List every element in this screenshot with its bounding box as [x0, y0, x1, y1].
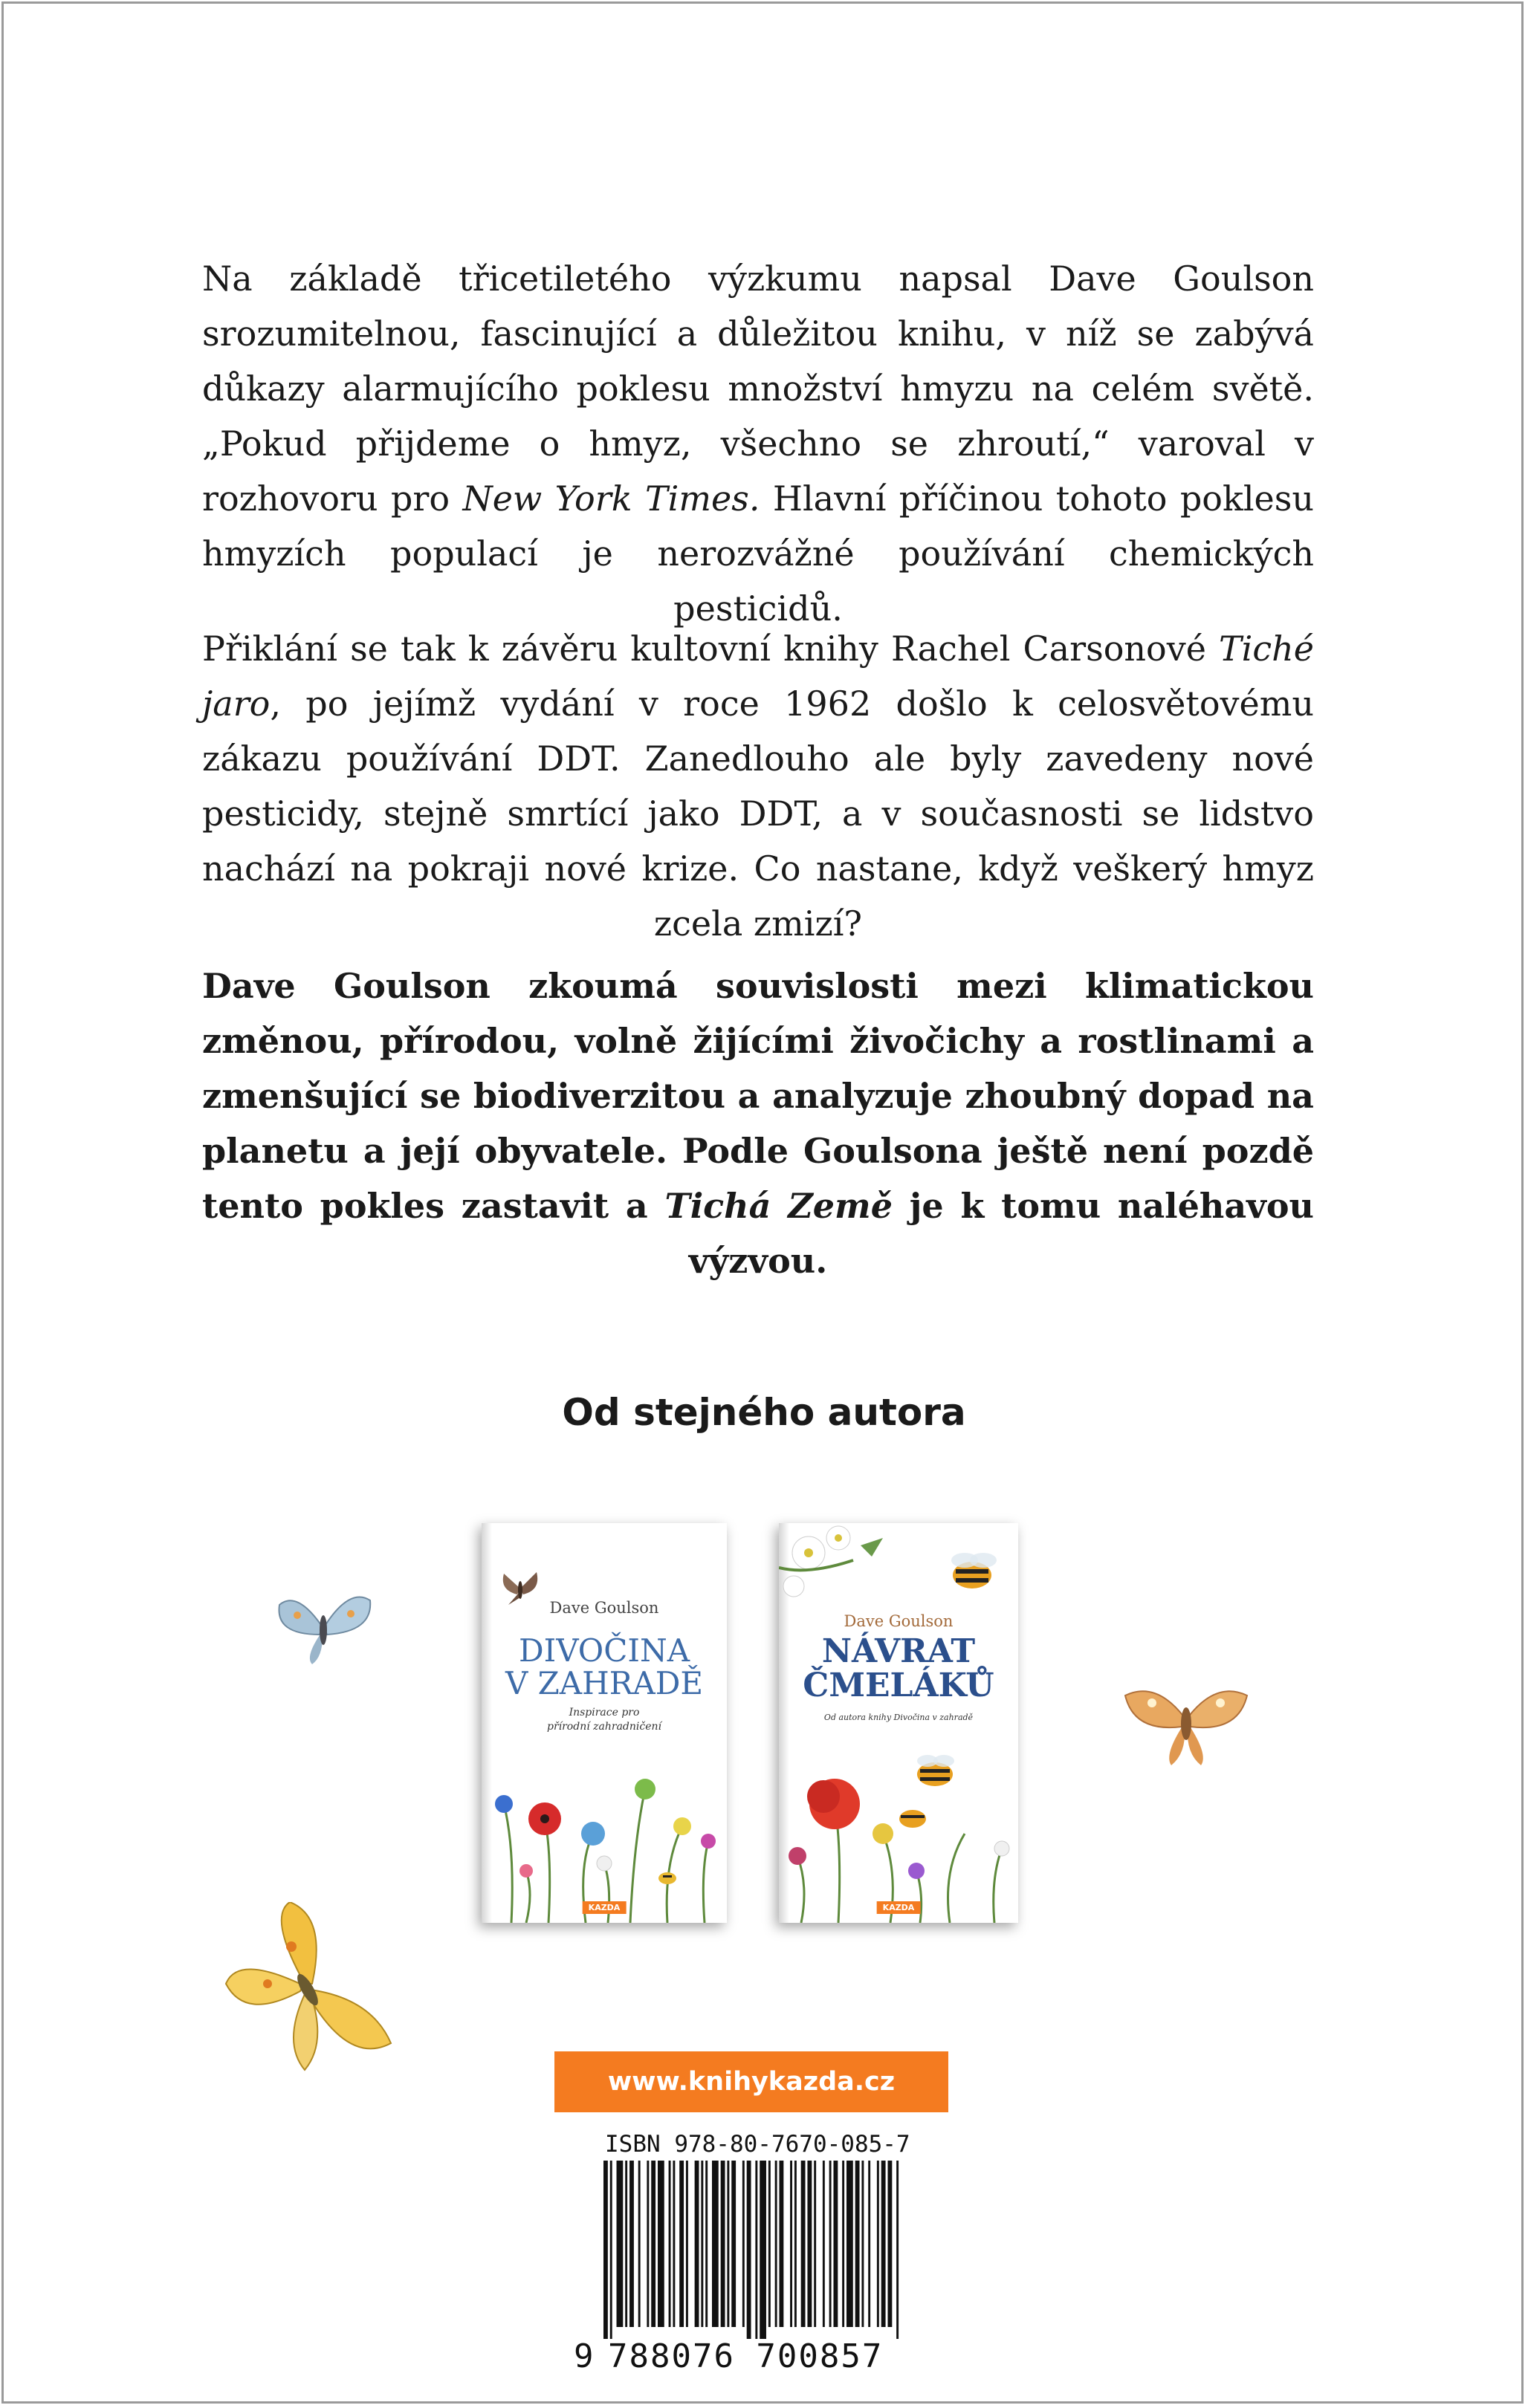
barcode-bar [814, 2161, 816, 2327]
barcode-bar [790, 2161, 792, 2327]
barcode-bar [651, 2161, 655, 2327]
publisher-logo: KAZDA [877, 1901, 921, 1914]
barcode-bar [686, 2161, 688, 2327]
barcode-bar [679, 2161, 684, 2327]
barcode-bar [846, 2161, 853, 2327]
barcode-bar [603, 2161, 608, 2339]
barcode-digits: 788076 700857 [608, 2337, 884, 2375]
barcode-bar [881, 2161, 886, 2327]
barcode-bar [669, 2161, 671, 2327]
barcode-bar [755, 2161, 757, 2339]
barcode-bar [877, 2161, 879, 2327]
barcode-bar [731, 2161, 736, 2327]
book-title-line: NÁVRAT [821, 1632, 976, 1670]
barcode-bar [842, 2161, 844, 2327]
barcode-bar [768, 2161, 771, 2327]
barcode-bar [695, 2161, 699, 2327]
barcode-first-digit: 9 [574, 2337, 594, 2375]
book-author: Dave Goulson [844, 1612, 954, 1630]
barcode-bar [617, 2161, 624, 2327]
isbn-label: ISBN 978-80-7670-085-7 [605, 2131, 910, 2158]
book-subtitle-line: Od autora knihy Divočina v zahradě [823, 1713, 974, 1722]
section-heading: Od stejného autora [562, 1391, 966, 1434]
barcode-bar [868, 2161, 870, 2327]
barcode-bar [705, 2161, 708, 2327]
barcode-bar [887, 2161, 892, 2327]
barcode-bar [638, 2161, 641, 2327]
flowers-top-illustration [779, 1523, 1018, 1605]
barcode-bar [829, 2161, 832, 2327]
barcode-bar [775, 2161, 777, 2327]
barcode-bar [742, 2161, 745, 2327]
barcode-bar [673, 2161, 675, 2327]
barcode-bar [747, 2161, 751, 2339]
barcode-bar [760, 2161, 766, 2339]
blurb-paragraph-2: Přiklání se tak k závěru kultovní knihy Rachel Carsonové Tiché jaro, po jejímž vydání v roce 1962 došlo k celosvětovému zákazu používání DDT. Zanedlouho ale byly zavedeny nové pesticidy, stejně smrtící jako DDT, a v současnosti se lidstvo nachází na pokraji nové krize. Co nastane, když veškerý hmyz zcela zmizí? [202, 629, 1314, 944]
publisher-website[interactable]: www.knihykazda.cz [554, 2051, 948, 2112]
book-subtitle [482, 1706, 727, 1734]
book-title [482, 1632, 727, 1702]
barcode-bar [658, 2161, 664, 2327]
barcode [603, 2161, 901, 2339]
blue-butterfly-icon [268, 1583, 379, 1672]
yellow-butterfly-icon [223, 1902, 394, 2073]
book-cover-divocina [482, 1523, 727, 1923]
publisher-logo: KAZDA [583, 1901, 627, 1914]
barcode-bar [610, 2161, 612, 2339]
barcode-bar [861, 2161, 864, 2327]
barcode-bar [712, 2161, 719, 2327]
barcode-bar [625, 2161, 627, 2327]
book-subtitle-line: Inspirace pro [569, 1707, 640, 1719]
barcode-bar [727, 2161, 729, 2327]
barcode-bar [823, 2161, 825, 2327]
barcode-bar [833, 2161, 838, 2327]
barcode-bar [721, 2161, 725, 2327]
barcode-bar [801, 2161, 806, 2327]
book-title [779, 1632, 1018, 1705]
wildflowers-illustration [482, 1745, 727, 1923]
poppy-bumblebee-illustration [779, 1722, 1018, 1923]
barcode-bar [896, 2161, 899, 2339]
book-author: Dave Goulson [549, 1599, 659, 1617]
book-subtitle-line: přírodní zahradničení [546, 1721, 661, 1733]
blurb-paragraph-1: Na základě třicetiletého výzkumu napsal Dave Goulson srozumitelnou, fascinující a důležitou knihu, v níž se zabývá důkazy alarmujícího poklesu množství hmyzu na celém světě. „Pokud přijdeme o hmyz, všechno se zhroutí,“ varoval v rozhovoru pro New York Times. Hlavní příčinou tohoto poklesu hmyzích populací je nerozvážné používání chemických pesticidů. [202, 259, 1314, 629]
barcode-bar [794, 2161, 797, 2327]
barcode-bar [629, 2161, 634, 2327]
barcode-bar [855, 2161, 860, 2327]
barcode-bar [807, 2161, 812, 2327]
blurb-paragraph-3: Dave Goulson zkoumá souvislosti mezi klimatickou změnou, přírodou, volně žijícími živočichy a rostlinami a zmenšující se biodiverzitou a analyzuje zhoubný dopad na planetu a její obyvatele. Podle Goulsona ještě není pozdě tento pokles zastavit a Tichá Země je k tomu naléhavou výzvou. [202, 966, 1315, 1281]
barcode-bar [647, 2161, 649, 2327]
barcode-bar [779, 2161, 783, 2327]
book-title-line: V ZAHRADĚ [505, 1665, 704, 1702]
barcode-bar [701, 2161, 703, 2327]
book-title-line: ČMELÁKŮ [803, 1667, 994, 1705]
moth-icon [1119, 1673, 1253, 1770]
book-cover-navrat-cmelaku [779, 1523, 1018, 1923]
book-title-line: DIVOČINA [518, 1632, 690, 1669]
